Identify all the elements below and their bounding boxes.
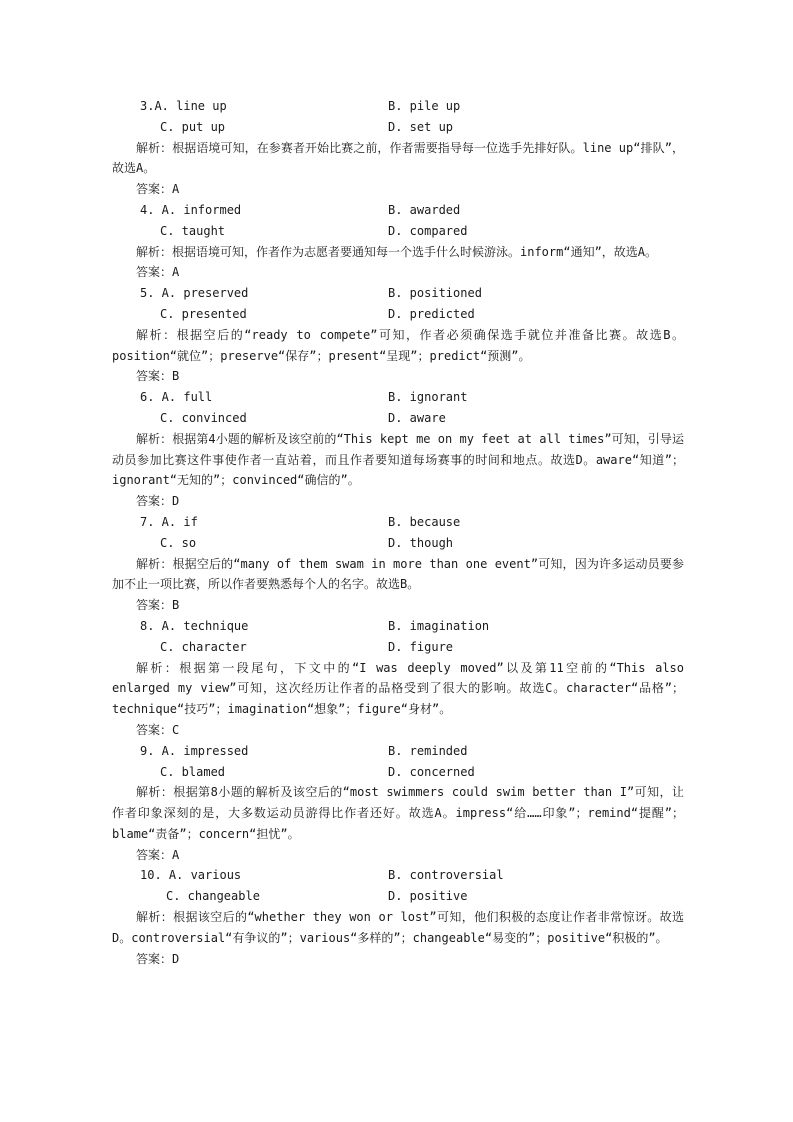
option-d: D. set up (388, 119, 454, 134)
option-a: 5. A. preserved (140, 286, 249, 301)
option-d: D. though (388, 535, 454, 550)
question-3-options-cd (112, 117, 684, 138)
question-8-options-ab (112, 616, 684, 637)
option-d: D. concerned (388, 764, 475, 779)
option-a: 3.A. line up (140, 99, 227, 113)
option-d: D. compared (388, 223, 468, 238)
question-7-options-cd (112, 533, 684, 554)
option-c: C. character (160, 639, 247, 654)
answer-6: 答案：D (136, 494, 180, 509)
question-3-options-ab (112, 96, 684, 117)
option-c: C. changeable (166, 889, 260, 904)
question-6-options-ab (112, 387, 684, 408)
analysis-4: 解析：根据语境可知，作者作为志愿者要通知每一个选手什么时候游泳。inform“通知”，故选A。 (136, 244, 658, 259)
option-a: 9. A. impressed (140, 743, 249, 758)
option-d: D. predicted (388, 306, 475, 321)
option-c: C. taught (160, 223, 226, 238)
option-b: B. controversial (388, 868, 504, 883)
question-4-options-cd (112, 221, 684, 242)
option-c: C. presented (160, 306, 247, 321)
answer-10: 答案：D (136, 951, 180, 966)
analysis-6: 解析：根据第4小题的解析及该空前的“This kept me on my feet at all times”可知，引导运动员参加比赛这件事使作者一直站着，而且作者要知道每场赛事的时间和地点。故选D。aware“知道”；ignorant“无知的”；convinced“确信的”。 (112, 431, 684, 488)
analysis-5: 解析：根据空后的“ready to compete”可知，作者必须确保选手就位并准备比赛。故选B。position“就位”；preserve“保存”；present“呈现”；predict“预测”。 (112, 327, 684, 363)
answer-9: 答案：A (136, 847, 180, 862)
question-7-options-ab (112, 512, 684, 533)
option-b: B. imagination (388, 618, 490, 633)
question-4-options-ab (112, 200, 684, 221)
question-5-options-ab (112, 283, 684, 304)
question-8-options-cd (112, 637, 684, 658)
option-b: B. ignorant (388, 390, 468, 405)
option-a: 6. A. full (140, 390, 213, 405)
analysis-9: 解析：根据第8小题的解析及该空后的“most swimmers could swim better than I”可知，让作者印象深刻的是，大多数运动员游得比作者还好。故选A。impress“给……印象”；remind“提醒”；blame“责备”；concern“担忧”。 (112, 785, 684, 841)
option-b: B. positioned (388, 286, 482, 301)
answer-4: 答案：A (136, 265, 180, 280)
question-9-options-cd (112, 762, 684, 783)
question-list (112, 96, 684, 969)
question-10-options-ab (112, 865, 684, 886)
option-d: D. aware (388, 410, 446, 425)
question-9-options-ab (112, 741, 684, 762)
option-a: 4. A. informed (140, 202, 242, 217)
analysis-3: 解析：根据语境可知，在参赛者开始比赛之前，作者需要指导每一位选手先排好队。line up“排队”，故选A。 (112, 140, 684, 176)
option-b: B. reminded (388, 743, 468, 758)
question-6-options-cd (112, 408, 684, 429)
analysis-8: 解析：根据第一段尾句，下文中的“I was deeply moved”以及第11空前的“This also enlarged my view”可知，这次经历让作者的品格受到了很大的影响。故选C。character“品格”；technique“技巧”；imagination“想象”；figure“身材”。 (112, 660, 684, 717)
option-d: D. figure (388, 639, 454, 654)
analysis-10: 解析：根据该空后的“whether they won or lost”可知，他们积极的态度让作者非常惊讶。故选D。controversial“有争议的”；various“多样的”；changeable“易变的”；positive“积极的”。 (112, 910, 684, 945)
option-b: B. because (388, 514, 461, 529)
option-c: C. blamed (160, 764, 226, 779)
analysis-7: 解析：根据空后的“many of them swam in more than one event”可知，因为许多运动员要参加不止一项比赛，所以作者要熟悉每个人的名字。故选B。 (112, 556, 684, 592)
answer-5: 答案：B (136, 369, 180, 384)
answer-7: 答案：B (136, 598, 180, 613)
option-b: B. pile up (388, 99, 461, 113)
answer-8: 答案：C (136, 722, 180, 737)
option-b: B. awarded (388, 202, 461, 217)
question-10-options-cd (112, 886, 684, 907)
option-d: D. positive (388, 889, 468, 904)
option-a: 7. A. if (140, 514, 198, 529)
option-a: 8. A. technique (140, 618, 249, 633)
option-a: 10. A. various (140, 868, 242, 883)
option-c: C. put up (160, 119, 226, 134)
answer-3: 答案：A (136, 182, 180, 197)
option-c: C. convinced (160, 410, 247, 425)
option-c: C. so (160, 535, 197, 550)
question-5-options-cd (112, 304, 684, 325)
